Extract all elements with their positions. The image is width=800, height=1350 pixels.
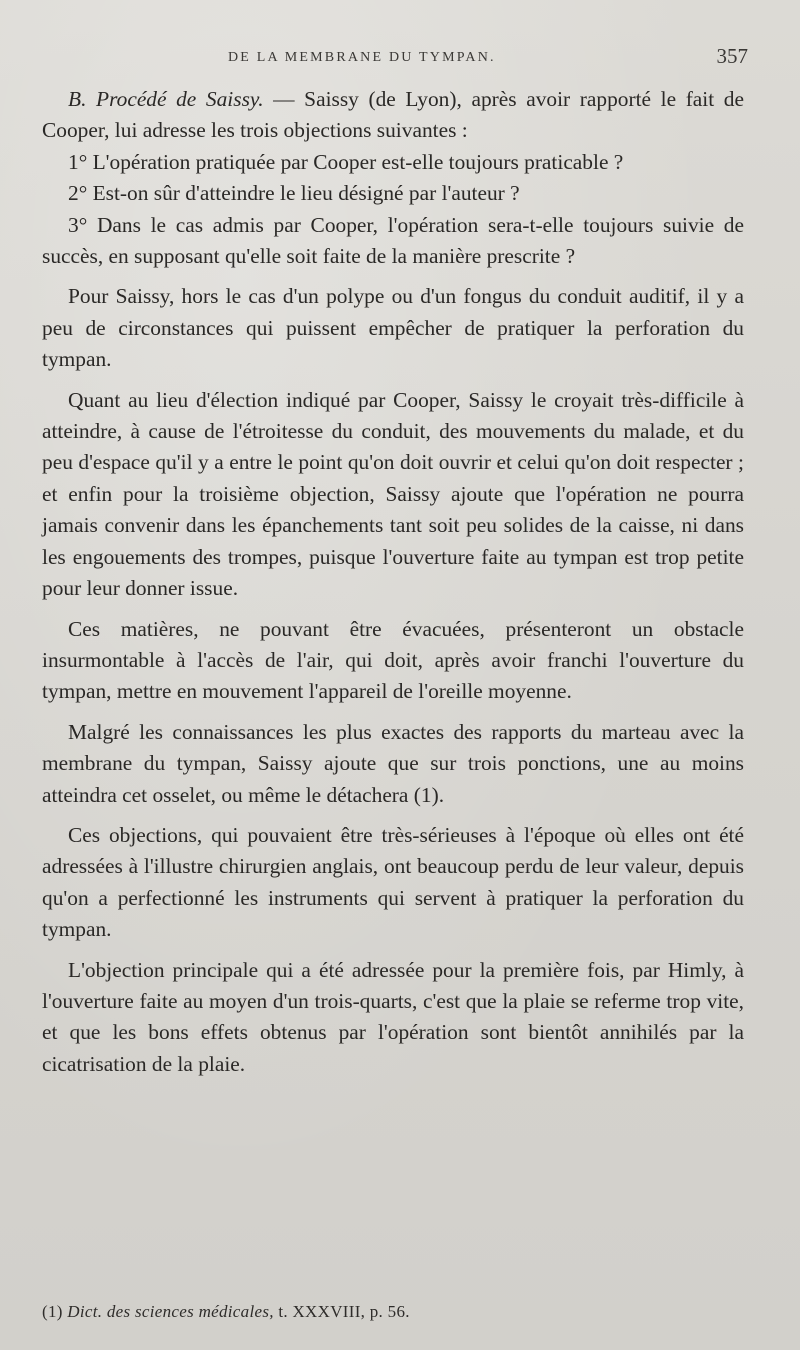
section-heading: B. Procédé de Saissy. [68, 87, 264, 111]
footnote [42, 1302, 410, 1322]
page-number: 357 [716, 44, 748, 68]
footnote-marker: (1) [42, 1302, 63, 1321]
objection-2: 2° Est-on sûr d'atteindre le lieu désigné par l'auteur ? [68, 181, 520, 206]
page-header [42, 44, 748, 84]
paragraph: L'objection principale qui a été adressée pour la première fois, par Himly, à l'ouverture faite au moyen d'un trois-quarts, c'est que la plaie se referme trop vite, et que les bons effets obtenus par l'opération sont bientôt annihilés par la cicatrisation de la plaie. [42, 957, 744, 1076]
footnote-reference: t. XXXVIII, p. 56. [273, 1302, 410, 1321]
objection-1: 1° L'opération pratiquée par Cooper est-elle toujours praticable ? [68, 149, 624, 174]
paragraph: Ces matières, ne pouvant être évacuées, présenteront un obstacle insurmontable à l'accès de l'air, qui doit, après avoir franchi l'ouverture du tympan, mettre en mouvement l'appareil de l'oreille moyenne. [42, 616, 744, 704]
body-text [42, 84, 744, 1080]
running-title: DE LA MEMBRANE DU TYMPAN. [228, 50, 496, 65]
paragraph: Ces objections, qui pouvaient être très-sérieuses à l'époque où elles ont été adressées à l'illustre chirurgien anglais, ont beaucoup perdu de leur valeur, depuis qu'on a perfectionné les instruments qui servent à pratiquer la perforation du tympan. [42, 822, 744, 942]
objection-3: 3° Dans le cas admis par Cooper, l'opération sera-t-elle toujours suivie de succès, en supposant qu'elle soit faite de la manière prescrite ? [42, 212, 744, 269]
paragraph-text: — Saissy (de Lyon), après avoir rapporté le fait de Cooper, lui adresse les trois objections suivantes : [42, 87, 744, 143]
paragraph: Malgré les connaissances les plus exactes des rapports du marteau avec la membrane du tympan, Saissy ajoute que sur trois ponctions, une au moins atteindra cet osselet, ou même le détachera (1). [42, 719, 744, 807]
paragraph: Pour Saissy, hors le cas d'un polype ou d'un fongus du conduit auditif, il y a peu de circonstances qui puissent empêcher de pratiquer la perforation du tympan. [42, 284, 744, 372]
paragraph: Quant au lieu d'élection indiqué par Cooper, Saissy le croyait très-difficile à atteindre, à cause de l'étroitesse du conduit, des mouvements du malade, et du peu d'espace qu'il y a entre le point qu'on doit ouvrir et celui qu'on doit respecter ; et enfin pour la troisième objection, Saissy ajoute que l'opération ne pourra jamais convenir dans les épanchements tant soit peu solides de la caisse, ni dans les engouements des trompes, puisque l'ouverture faite au tympan est trop petite pour leur donner issue. [42, 387, 744, 601]
paragraph-saissy-procedure [42, 84, 744, 147]
footnote-source: Dict. des sciences médicales, [67, 1302, 274, 1321]
